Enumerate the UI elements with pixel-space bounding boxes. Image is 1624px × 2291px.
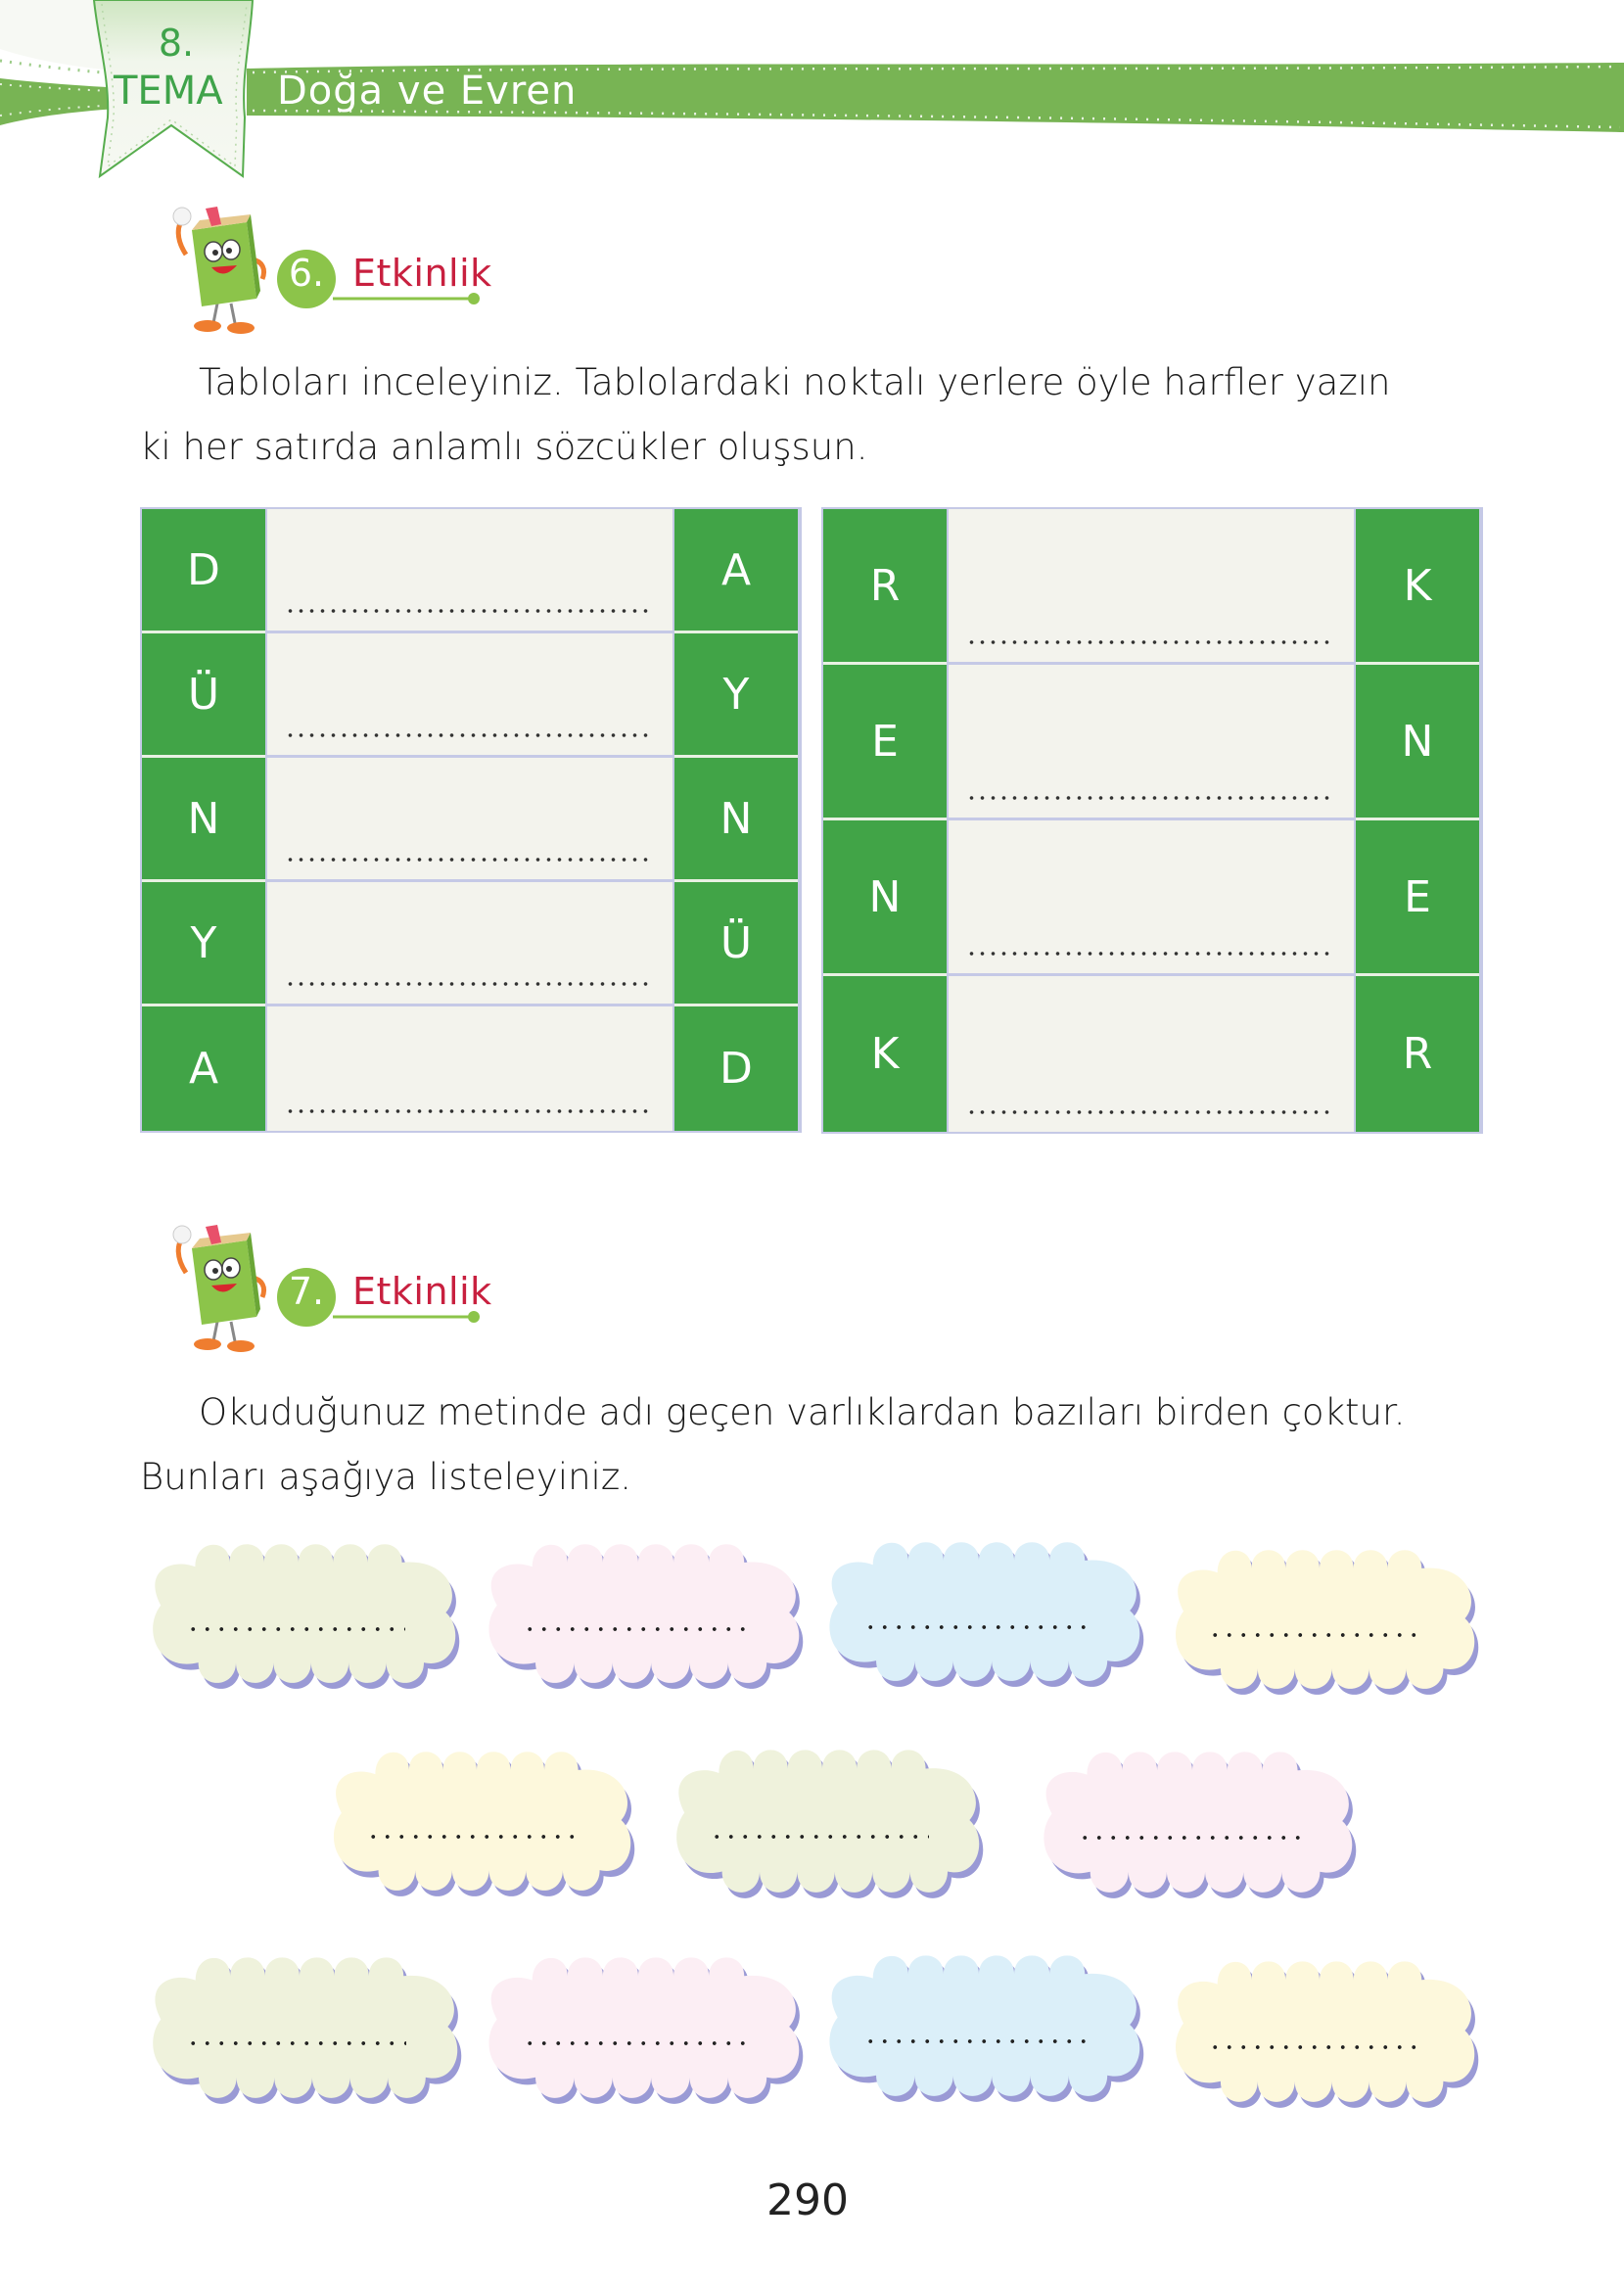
end-letter-cell: K: [1356, 509, 1479, 665]
activity-7-heading: [157, 1219, 492, 1356]
dotted-line: [523, 2041, 748, 2045]
dotted-line: [1208, 1633, 1424, 1637]
cloud-shape-icon: [1033, 1749, 1352, 1894]
word-row: [823, 665, 1481, 820]
cloud-shape-icon: [478, 1541, 799, 1684]
end-letter-cell: D: [674, 1006, 798, 1131]
start-letter-cell: K: [823, 976, 947, 1132]
cloud-shape-icon: [818, 1952, 1139, 2097]
activity-label: Etkinlik: [352, 1270, 492, 1313]
theme-label: TEMA: [114, 69, 223, 114]
start-letter-cell: D: [142, 509, 265, 633]
cloud-answer-box[interactable]: [323, 1749, 630, 1892]
cloud-shape-icon: [478, 1954, 799, 2099]
start-letter-cell: E: [823, 665, 947, 820]
theme-number: 8.: [158, 22, 195, 65]
cloud-answer-box[interactable]: [1165, 1958, 1474, 2103]
dotted-line: [966, 640, 1334, 644]
word-row: [142, 509, 800, 633]
blank-letters-input[interactable]: [265, 758, 674, 882]
end-letter-cell: Ü: [674, 882, 798, 1006]
end-letter-cell: E: [1356, 820, 1479, 976]
cloud-shape-icon: [142, 1954, 457, 2099]
activity-number: 6.: [288, 252, 325, 295]
start-letter-cell: R: [823, 509, 947, 665]
end-letter-cell: N: [674, 758, 798, 882]
cloud-answer-box[interactable]: [142, 1954, 457, 2099]
dotted-line: [966, 796, 1334, 800]
blank-letters-input[interactable]: [265, 1006, 674, 1131]
instruction-line-1: Tabloları inceleyiniz. Tablolardaki noktalı yerlere öyle harfler yazın: [199, 361, 1391, 403]
dotted-line: [863, 1625, 1089, 1629]
instruction-line-2: Bunları aşağıya listeleyiniz.: [140, 1456, 632, 1498]
dotted-line: [186, 1627, 405, 1631]
cloud-shape-icon: [1165, 1958, 1474, 2103]
cloud-answer-box[interactable]: [818, 1539, 1139, 1682]
word-row: [142, 882, 800, 1006]
blank-letters-input[interactable]: [947, 509, 1356, 665]
cloud-answer-box[interactable]: [478, 1541, 799, 1684]
cloud-answer-box[interactable]: [1165, 1547, 1474, 1690]
dotted-line: [710, 1835, 929, 1839]
dotted-line: [1208, 2045, 1424, 2049]
activity-label: Etkinlik: [352, 252, 492, 295]
activity-number: 7.: [288, 1270, 325, 1313]
blank-letters-input[interactable]: [265, 633, 674, 758]
dotted-line: [285, 982, 653, 986]
word-table-right: [821, 507, 1483, 1134]
dotted-line: [966, 1110, 1334, 1114]
cloud-shape-icon: [323, 1749, 630, 1892]
page-number: 290: [766, 2175, 849, 2225]
word-table-left: [140, 507, 802, 1133]
activity-6-instruction: [140, 351, 1471, 480]
activity-7-instruction: [140, 1380, 1471, 1510]
dotted-line: [366, 1835, 581, 1839]
dotted-line: [285, 1109, 653, 1113]
activity-6-heading: [157, 201, 492, 338]
start-letter-cell: N: [823, 820, 947, 976]
word-row: [142, 633, 800, 758]
cloud-answer-box[interactable]: [478, 1954, 799, 2099]
blank-letters-input[interactable]: [265, 882, 674, 1006]
word-row: [142, 1006, 800, 1131]
dotted-line: [285, 858, 653, 862]
start-letter-cell: Y: [142, 882, 265, 1006]
start-letter-cell: N: [142, 758, 265, 882]
cloud-shape-icon: [1165, 1547, 1474, 1690]
cloud-answer-box[interactable]: [142, 1541, 455, 1684]
word-row: [823, 509, 1481, 665]
word-row: [823, 976, 1481, 1132]
cloud-shape-icon: [142, 1541, 455, 1684]
blank-letters-input[interactable]: [265, 509, 674, 633]
cloud-shape-icon: [666, 1747, 979, 1894]
end-letter-cell: R: [1356, 976, 1479, 1132]
dotted-line: [523, 1627, 748, 1631]
ribbon-banner: [0, 0, 1624, 196]
dotted-line: [285, 733, 653, 737]
instruction-line-2: ki her satırda anlamlı sözcükler oluşsun.: [140, 426, 868, 468]
word-row: [142, 758, 800, 882]
end-letter-cell: Y: [674, 633, 798, 758]
cloud-answer-box[interactable]: [818, 1952, 1139, 2097]
dotted-line: [186, 2041, 406, 2045]
end-letter-cell: N: [1356, 665, 1479, 820]
cloud-answer-box[interactable]: [666, 1747, 979, 1894]
end-letter-cell: A: [674, 509, 798, 633]
blank-letters-input[interactable]: [947, 820, 1356, 976]
start-letter-cell: A: [142, 1006, 265, 1131]
start-letter-cell: Ü: [142, 633, 265, 758]
blank-letters-input[interactable]: [947, 665, 1356, 820]
dotted-line: [863, 2039, 1089, 2043]
word-row: [823, 820, 1481, 976]
dotted-line: [966, 952, 1334, 956]
cloud-shape-icon: [818, 1539, 1139, 1682]
dotted-line: [1078, 1836, 1301, 1840]
dotted-line: [285, 609, 653, 613]
theme-title: Doğa ve Evren: [277, 69, 578, 114]
blank-letters-input[interactable]: [947, 976, 1356, 1132]
instruction-line-1: Okuduğunuz metinde adı geçen varlıklardan bazıları birden çoktur.: [199, 1391, 1406, 1433]
cloud-answer-box[interactable]: [1033, 1749, 1352, 1894]
